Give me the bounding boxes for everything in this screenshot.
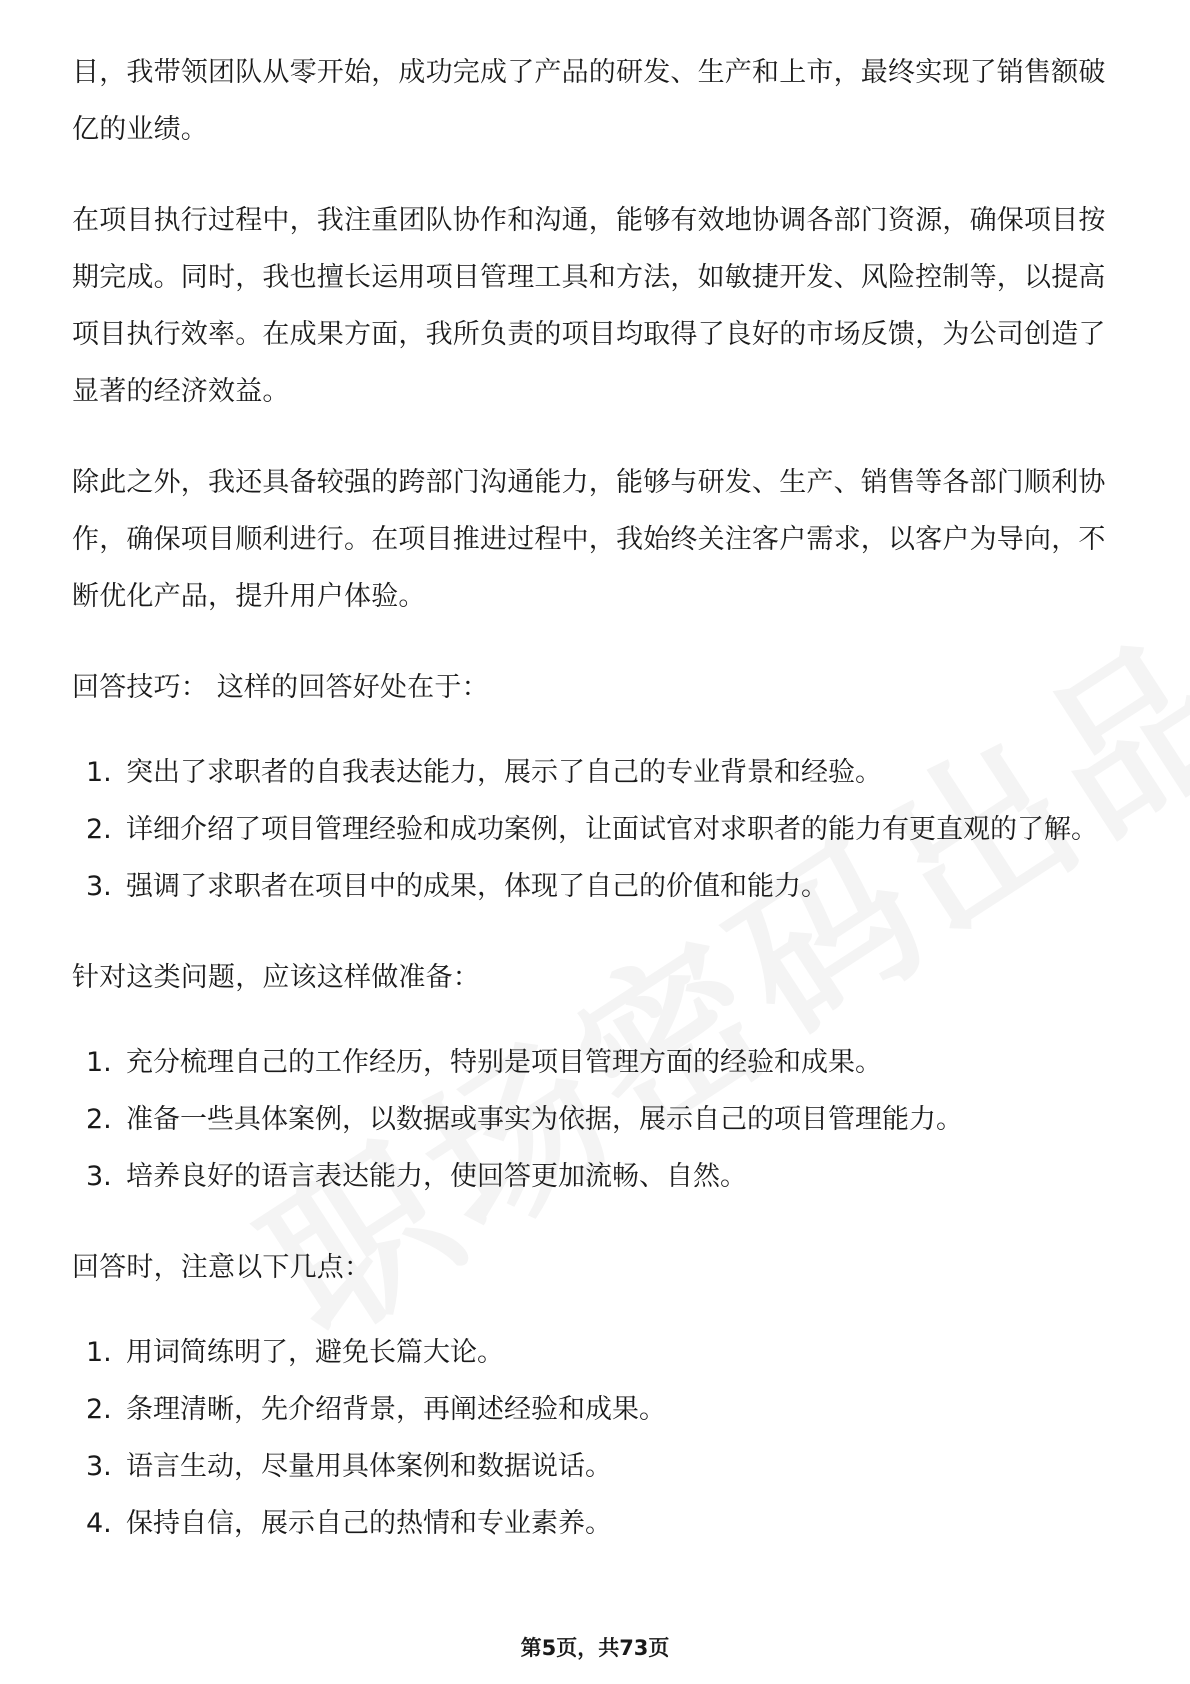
page-content <box>72 44 1118 1552</box>
list-item <box>72 1148 1118 1205</box>
list-item-text: 培养良好的语言表达能力，使回答更加流畅、自然。 <box>126 1161 747 1192</box>
list-number: 3. <box>86 1451 112 1482</box>
tips-heading: 回答技巧： 这样的回答好处在于： <box>72 672 489 703</box>
list-number: 1. <box>86 1337 112 1368</box>
list-item-text: 充分梳理自己的工作经历，特别是项目管理方面的经验和成果。 <box>126 1047 882 1078</box>
prepare-list <box>72 1034 1118 1205</box>
list-number: 2. <box>86 1104 112 1135</box>
list-item <box>72 1438 1118 1495</box>
notes-list <box>72 1324 1118 1552</box>
list-item <box>72 801 1118 858</box>
paragraph-2: 在项目执行过程中，我注重团队协作和沟通，能够有效地协调各部门资源，确保项目按期完成。同时，我也擅长运用项目管理工具和方法，如敏捷开发、风险控制等，以提高项目执行效率。在成果方面，我所负责的项目均取得了良好的市场反馈，为公司创造了显著的经济效益。 <box>72 205 1106 407</box>
list-item-text: 准备一些具体案例，以数据或事实为依据，展示自己的项目管理能力。 <box>126 1104 963 1135</box>
list-item-text: 强调了求职者在项目中的成果，体现了自己的价值和能力。 <box>126 871 828 902</box>
list-item <box>72 858 1118 915</box>
list-item-text: 保持自信，展示自己的热情和专业素养。 <box>126 1508 612 1539</box>
list-item <box>72 1324 1118 1381</box>
notes-heading: 回答时，注意以下几点： <box>72 1252 372 1283</box>
list-number: 1. <box>86 1047 112 1078</box>
prepare-heading: 针对这类问题，应该这样做准备： <box>72 962 480 993</box>
list-item <box>72 1381 1118 1438</box>
list-number: 4. <box>86 1508 112 1539</box>
paragraph-3: 除此之外，我还具备较强的跨部门沟通能力，能够与研发、生产、销售等各部门顺利协作，确保项目顺利进行。在项目推进过程中，我始终关注客户需求，以客户为导向，不断优化产品，提升用户体验。 <box>72 467 1106 612</box>
list-item <box>72 1034 1118 1091</box>
list-item-text: 语言生动，尽量用具体案例和数据说话。 <box>126 1451 612 1482</box>
list-number: 2. <box>86 1394 112 1425</box>
list-number: 2. <box>86 814 112 845</box>
list-number: 3. <box>86 1161 112 1192</box>
list-item-text: 用词简练明了，避免长篇大论。 <box>126 1337 504 1368</box>
list-item-text: 详细介绍了项目管理经验和成功案例，让面试官对求职者的能力有更直观的了解。 <box>126 814 1098 845</box>
list-item-text: 条理清晰，先介绍背景，再阐述经验和成果。 <box>126 1394 666 1425</box>
list-item <box>72 1495 1118 1552</box>
list-item-text: 突出了求职者的自我表达能力，展示了自己的专业背景和经验。 <box>126 757 882 788</box>
list-number: 3. <box>86 871 112 902</box>
list-number: 1. <box>86 757 112 788</box>
list-item <box>72 744 1118 801</box>
tips-list <box>72 744 1118 915</box>
page-number-footer: 第5页，共73页 <box>520 1636 670 1660</box>
list-item <box>72 1091 1118 1148</box>
paragraph-1: 目，我带领团队从零开始，成功完成了产品的研发、生产和上市，最终实现了销售额破亿的业绩。 <box>72 57 1106 145</box>
